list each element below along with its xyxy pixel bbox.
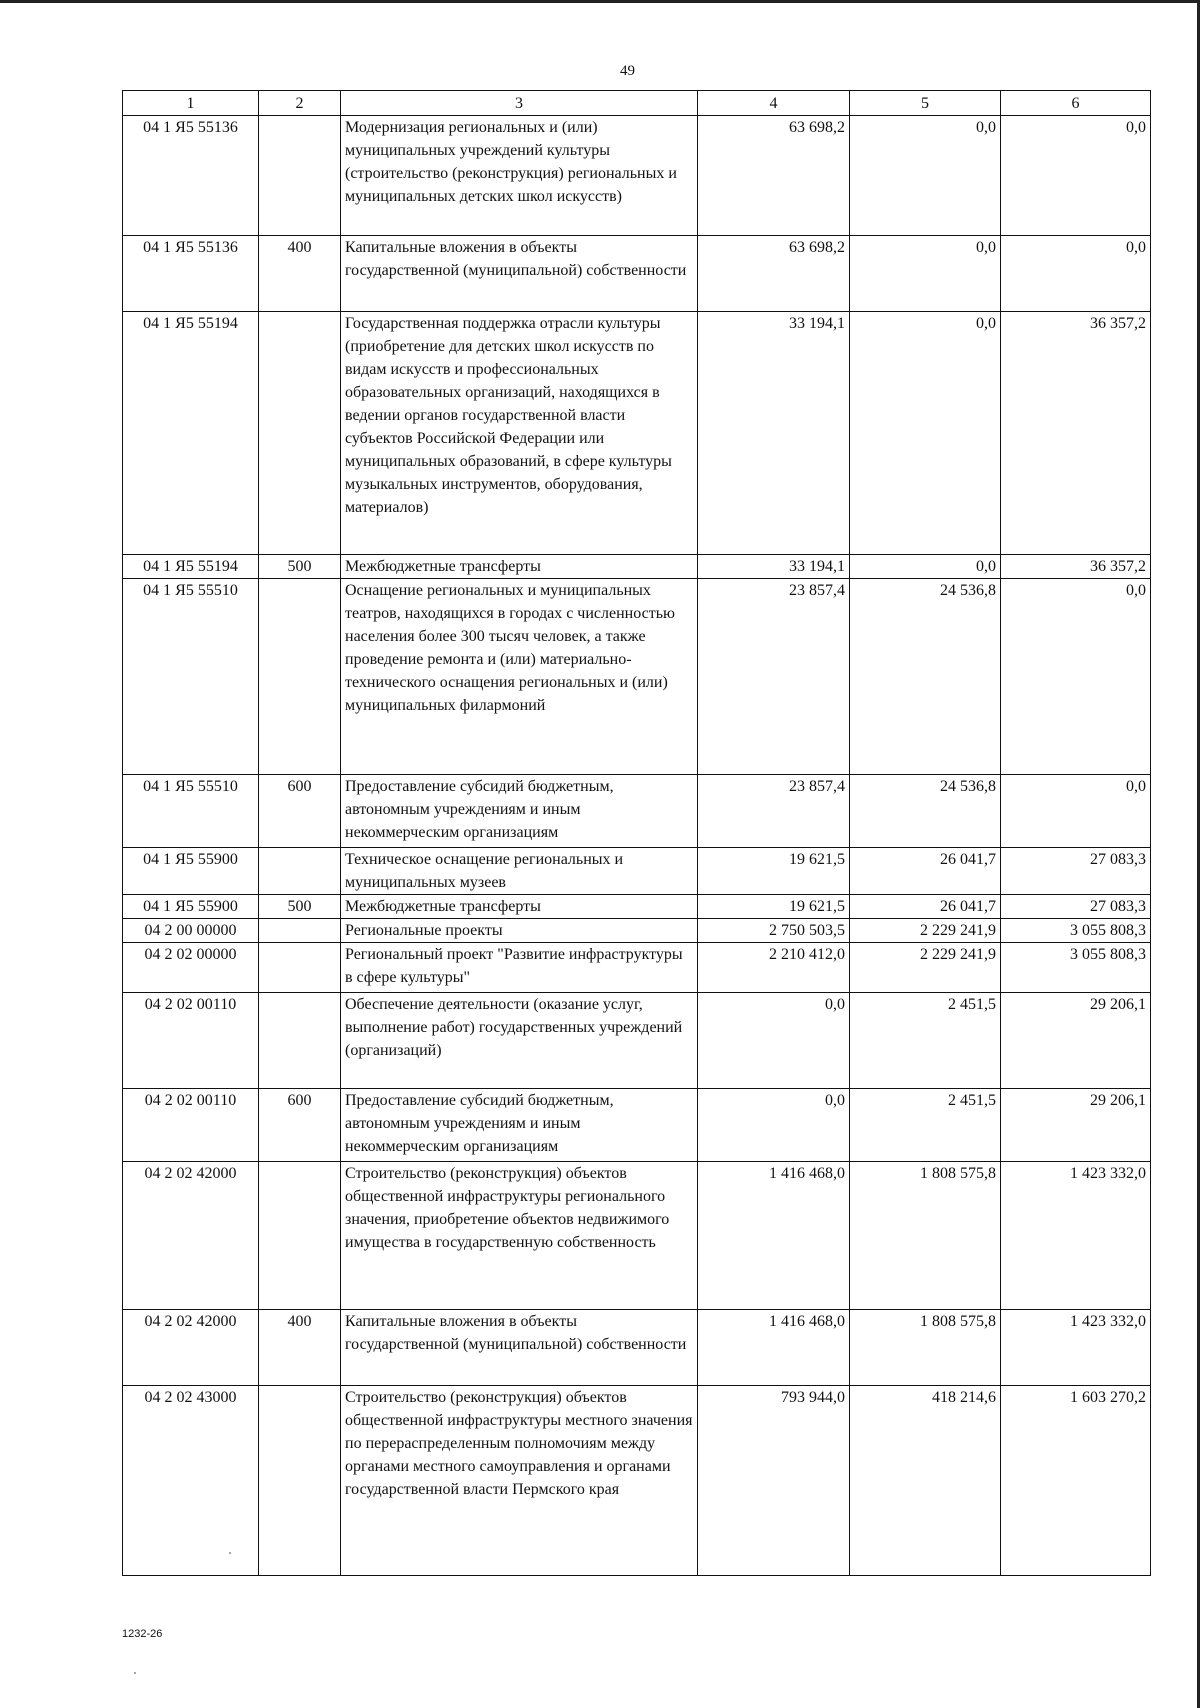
cell-value-col4: 2 210 412,0	[698, 943, 850, 993]
cell-code: 04 1 Я5 55900	[123, 895, 259, 919]
cell-value-col5: 24 536,8	[850, 579, 1001, 775]
cell-code: 04 1 Я5 55510	[123, 775, 259, 848]
cell-type	[259, 993, 341, 1089]
cell-name: Межбюджетные трансферты	[341, 895, 698, 919]
cell-name: Обеспечение деятельности (оказание услуг, выполнение работ) государственных учреждений (организаций)	[341, 993, 698, 1089]
cell-value-col5: 418 214,6	[850, 1386, 1001, 1576]
table-row	[123, 848, 1151, 895]
cell-value-col4: 33 194,1	[698, 312, 850, 555]
cell-type	[259, 579, 341, 775]
cell-value-col4: 1 416 468,0	[698, 1162, 850, 1310]
cell-type	[259, 919, 341, 943]
table-row	[123, 555, 1151, 579]
cell-code: 04 2 02 00000	[123, 943, 259, 993]
cell-name: Региональные проекты	[341, 919, 698, 943]
cell-code: 04 1 Я5 55136	[123, 116, 259, 236]
cell-code: 04 1 Я5 55510	[123, 579, 259, 775]
cell-value-col6: 36 357,2	[1001, 555, 1151, 579]
table-row	[123, 1162, 1151, 1310]
cell-value-col4: 19 621,5	[698, 895, 850, 919]
cell-type: 600	[259, 1089, 341, 1162]
cell-name: Региональный проект "Развитие инфраструктуры в сфере культуры"	[341, 943, 698, 993]
cell-value-col6: 0,0	[1001, 775, 1151, 848]
cell-value-col4: 19 621,5	[698, 848, 850, 895]
cell-name: Строительство (реконструкция) объектов общественной инфраструктуры регионального значения, приобретение объектов недвижимого имущества в государственную собственность	[341, 1162, 698, 1310]
cell-value-col4: 793 944,0	[698, 1386, 850, 1576]
column-header: 1	[123, 91, 259, 116]
cell-value-col5: 26 041,7	[850, 895, 1001, 919]
scan-edge-top	[0, 0, 1200, 3]
cell-value-col4: 2 750 503,5	[698, 919, 850, 943]
cell-value-col4: 0,0	[698, 1089, 850, 1162]
cell-code: 04 2 02 42000	[123, 1162, 259, 1310]
cell-name: Предоставление субсидий бюджетным, автономным учреждениям и иным некоммерческим организациям	[341, 775, 698, 848]
cell-code: 04 2 02 42000	[123, 1310, 259, 1386]
table-row	[123, 775, 1151, 848]
cell-value-col5: 1 808 575,8	[850, 1310, 1001, 1386]
table-row	[123, 236, 1151, 312]
table-header-row	[123, 91, 1151, 116]
cell-name: Модернизация региональных и (или) муниципальных учреждений культуры (строительство (реконструкция) региональных и муниципальных детских школ искусств)	[341, 116, 698, 236]
cell-value-col6: 1 423 332,0	[1001, 1310, 1151, 1386]
cell-code: 04 2 02 00110	[123, 993, 259, 1089]
cell-type	[259, 848, 341, 895]
cell-name: Предоставление субсидий бюджетным, автономным учреждениям и иным некоммерческим организациям	[341, 1089, 698, 1162]
table-row	[123, 1310, 1151, 1386]
cell-value-col6: 27 083,3	[1001, 895, 1151, 919]
cell-type: 400	[259, 1310, 341, 1386]
cell-value-col5: 0,0	[850, 116, 1001, 236]
table-row	[123, 943, 1151, 993]
cell-code: 04 2 02 00110	[123, 1089, 259, 1162]
scan-speck	[229, 1552, 231, 1554]
cell-value-col4: 23 857,4	[698, 775, 850, 848]
cell-type: 500	[259, 555, 341, 579]
cell-value-col5: 24 536,8	[850, 775, 1001, 848]
cell-value-col6: 36 357,2	[1001, 312, 1151, 555]
cell-value-col5: 26 041,7	[850, 848, 1001, 895]
cell-value-col4: 33 194,1	[698, 555, 850, 579]
page-number: 49	[620, 63, 635, 79]
cell-name: Межбюджетные трансферты	[341, 555, 698, 579]
cell-value-col4: 23 857,4	[698, 579, 850, 775]
cell-code: 04 1 Я5 55194	[123, 555, 259, 579]
cell-value-col5: 2 451,5	[850, 1089, 1001, 1162]
cell-code: 04 1 Я5 55900	[123, 848, 259, 895]
column-header: 2	[259, 91, 341, 116]
cell-value-col6: 29 206,1	[1001, 993, 1151, 1089]
cell-value-col5: 0,0	[850, 312, 1001, 555]
cell-value-col5: 2 229 241,9	[850, 943, 1001, 993]
column-header: 3	[341, 91, 698, 116]
cell-name: Техническое оснащение региональных и муниципальных музеев	[341, 848, 698, 895]
cell-value-col4: 63 698,2	[698, 236, 850, 312]
budget-table	[122, 90, 1151, 1576]
cell-type: 600	[259, 775, 341, 848]
table-row	[123, 579, 1151, 775]
cell-value-col6: 29 206,1	[1001, 1089, 1151, 1162]
cell-value-col5: 1 808 575,8	[850, 1162, 1001, 1310]
cell-value-col5: 2 451,5	[850, 993, 1001, 1089]
table-row	[123, 919, 1151, 943]
cell-type: 400	[259, 236, 341, 312]
cell-name: Капитальные вложения в объекты государственной (муниципальной) собственности	[341, 236, 698, 312]
cell-value-col6: 3 055 808,3	[1001, 919, 1151, 943]
cell-value-col6: 1 423 332,0	[1001, 1162, 1151, 1310]
cell-value-col4: 1 416 468,0	[698, 1310, 850, 1386]
table-row	[123, 895, 1151, 919]
column-header: 5	[850, 91, 1001, 116]
cell-value-col6: 3 055 808,3	[1001, 943, 1151, 993]
cell-name: Оснащение региональных и муниципальных театров, находящихся в городах с численностью населения более 300 тысяч человек, а также проведение ремонта и (или) материально-технического оснащения региональных и (или) муниципальных филармоний	[341, 579, 698, 775]
cell-value-col5: 2 229 241,9	[850, 919, 1001, 943]
cell-type	[259, 1386, 341, 1576]
cell-type: 500	[259, 895, 341, 919]
cell-value-col6: 0,0	[1001, 579, 1151, 775]
cell-name: Строительство (реконструкция) объектов общественной инфраструктуры местного значения по перераспределенным полномочиям между органами местного самоуправления и органами государственной власти Пермского края	[341, 1386, 698, 1576]
cell-value-col6: 27 083,3	[1001, 848, 1151, 895]
cell-value-col5: 0,0	[850, 236, 1001, 312]
table-row	[123, 312, 1151, 555]
cell-type	[259, 943, 341, 993]
cell-name: Государственная поддержка отрасли культуры (приобретение для детских школ искусств по видам искусств и профессиональных образовательных организаций, находящихся в ведении органов государственной власти субъектов Российской Федерации или муниципальных образований, в сфере культуры музыкальных инструментов, оборудования, материалов)	[341, 312, 698, 555]
cell-value-col6: 0,0	[1001, 116, 1151, 236]
footer-document-code: 1232-26	[122, 1628, 163, 1640]
cell-code: 04 2 02 43000	[123, 1386, 259, 1576]
cell-value-col5: 0,0	[850, 555, 1001, 579]
cell-type	[259, 1162, 341, 1310]
cell-name: Капитальные вложения в объекты государственной (муниципальной) собственности	[341, 1310, 698, 1386]
table-row	[123, 1089, 1151, 1162]
table-row	[123, 1386, 1151, 1576]
cell-code: 04 1 Я5 55194	[123, 312, 259, 555]
cell-type	[259, 116, 341, 236]
cell-value-col4: 63 698,2	[698, 116, 850, 236]
column-header: 4	[698, 91, 850, 116]
scan-speck	[134, 1672, 136, 1674]
cell-code: 04 2 00 00000	[123, 919, 259, 943]
column-header: 6	[1001, 91, 1151, 116]
cell-value-col6: 0,0	[1001, 236, 1151, 312]
table-row	[123, 993, 1151, 1089]
cell-type	[259, 312, 341, 555]
cell-value-col6: 1 603 270,2	[1001, 1386, 1151, 1576]
cell-code: 04 1 Я5 55136	[123, 236, 259, 312]
cell-value-col4: 0,0	[698, 993, 850, 1089]
table-row	[123, 116, 1151, 236]
